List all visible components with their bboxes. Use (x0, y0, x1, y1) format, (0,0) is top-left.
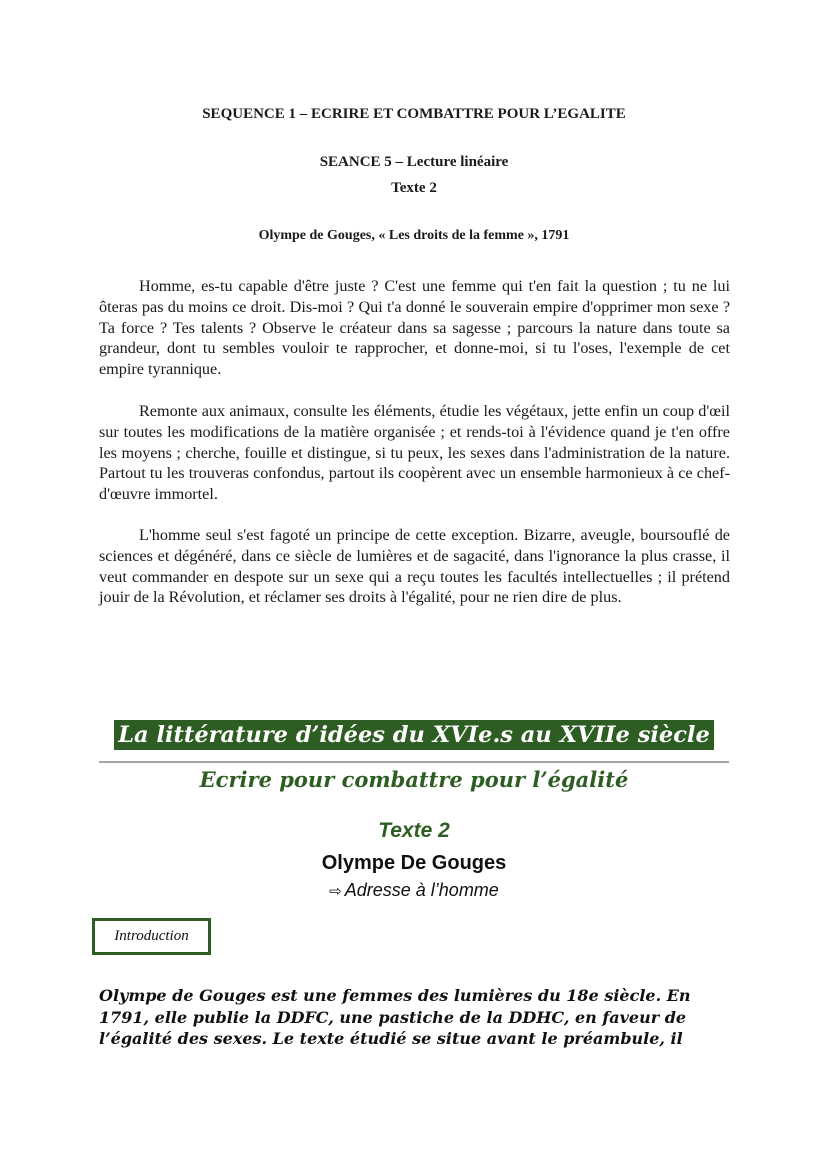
passage-paragraph-1: Homme, es-tu capable d'être juste ? C'est une femme qui t'en fait la question ; tu ne lui ôteras pas du moins ce droit. Dis-moi ? Qui t'a donné le souverain empire d'opprimer mon sexe ? Ta force ? Tes talents ? Observe le créateur dans sa sagesse ; parcours la nature dans toute sa grandeur, dont tu sembles vouloir te rapprocher, et donne-moi, si tu l'oses, l'exemple de cet empire tyrannique. (99, 277, 730, 379)
divider (99, 761, 729, 763)
texte-heading: Texte 2 (391, 180, 437, 196)
right-arrow-icon: ⇨ (329, 883, 342, 900)
section-banner-wrap (0, 720, 828, 750)
passage-paragraph-3: L'homme seul s'est fagoté un principe de cette exception. Bizarre, aveugle, boursouflé de sciences et dégénéré, dans ce siècle de lumières et de sagacité, dans l'ignorance la plus crasse, il veut commander en despote sur un sexe qui a reçu toutes les facultés intellectuelles ; il prétend jouir de la Révolution, et réclamer ses droits à l'égalité, pour ne rien dire de plus. (99, 526, 730, 607)
section-texte-label: Texte 2 (378, 819, 450, 842)
sequence-heading: SEQUENCE 1 – ECRIRE ET COMBATTRE POUR L’EGALITE (202, 106, 626, 122)
source-citation: Olympe de Gouges, « Les droits de la femme », 1791 (258, 228, 570, 243)
author-name: Olympe De Gouges (321, 852, 507, 874)
passage-paragraph-2: Remonte aux animaux, consulte les éléments, étudie les végétaux, jette enfin un coup d'œil sur toutes les modifications de la matière organisée ; et rends-toi à l'évidence quand je t'en offre les moyens ; cherche, fouille et distingue, si tu peux, les sexes dans l'administration de la nature. Partout tu les trouveras confondus, partout ils coopèrent avec un ensemble harmonieux à ce chef-d'œuvre immortel. (99, 402, 730, 504)
section-subtitle: Ecrire pour combattre pour l’égalité (199, 767, 629, 792)
introduction-text: Olympe de Gouges est une femmes des lumières du 18e siècle. En 1791, elle publie la DDFC, une pastiche de la DDHC, en faveur de l’égalité des sexes. Le texte étudié se situe avant le préambule, il (99, 986, 691, 1048)
introduction-label: Introduction (114, 928, 189, 944)
seance-heading: SEANCE 5 – Lecture linéaire (319, 154, 509, 170)
adresse-line (0, 880, 828, 901)
introduction-box (92, 918, 211, 955)
adresse-text: Adresse à l’homme (344, 880, 499, 900)
section-banner: La littérature d’idées du XVIe.s au XVIIe siècle (114, 720, 714, 750)
